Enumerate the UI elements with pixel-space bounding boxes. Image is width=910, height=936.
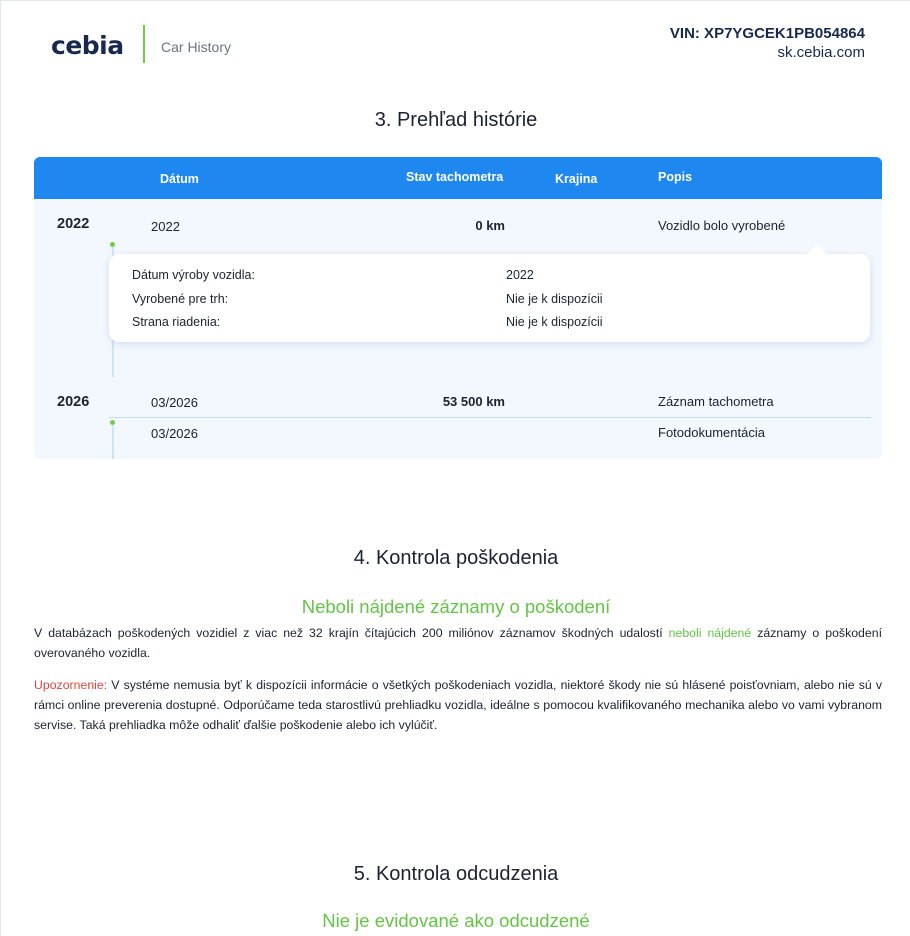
- summary-text: V databázach poškodených vozidiel z viac než 32 krajín čítajúcich 200 miliónov záznamov škodných udalostí: [34, 626, 669, 640]
- cebia-logo[interactable]: cebia: [51, 31, 124, 60]
- row-date: 03/2026: [151, 395, 198, 410]
- row-description: Záznam tachometra: [658, 394, 774, 409]
- history-section-title: 3. Prehľad histórie: [374, 109, 538, 131]
- row-description: Fotodokumentácia: [658, 425, 765, 440]
- theft-section-title: 5. Kontrola odcudzenia: [353, 863, 559, 885]
- summary-highlight: neboli nájdené: [668, 626, 752, 640]
- damage-summary-paragraph: [34, 623, 882, 663]
- row-date: 03/2026: [151, 426, 198, 441]
- detail-label: Strana riadenia:: [132, 315, 221, 329]
- column-country: Krajina: [555, 172, 598, 186]
- theft-result-headline: Nie je evidované ako odcudzené: [322, 910, 590, 931]
- column-description: Popis: [658, 170, 693, 184]
- damage-result-headline: Neboli nájdené záznamy o poškodení: [301, 596, 611, 617]
- row-odometer: 0 km: [475, 218, 505, 233]
- detail-label: Vyrobené pre trh:: [132, 292, 229, 306]
- row-odometer: 53 500 km: [442, 394, 505, 409]
- damage-section-title: 4. Kontrola poškodenia: [353, 547, 559, 569]
- vin-number: VIN: XP7YGCEK1PB054864: [669, 25, 865, 42]
- row-date: 2022: [151, 219, 180, 234]
- group-year: 2026: [57, 394, 90, 410]
- column-date: Dátum: [160, 172, 199, 186]
- detail-label: Dátum výroby vozidla:: [132, 268, 255, 282]
- summary-text: záznamy o poškodení overovaného vozidla.: [34, 626, 882, 660]
- detail-value: Nie je k dispozícii: [506, 315, 603, 329]
- detail-value: Nie je k dispozícii: [506, 292, 603, 306]
- history-table-header: [34, 157, 882, 199]
- damage-warning-paragraph: [34, 675, 882, 735]
- history-group-2026: [34, 377, 882, 459]
- logo-divider: [143, 25, 145, 63]
- timeline-line: [112, 425, 114, 459]
- logo-subtitle: Car History: [161, 39, 232, 55]
- production-details-card: [109, 254, 870, 342]
- group-year: 2022: [57, 216, 90, 232]
- warning-text: V systéme nemusia byť k dispozícii informácie o všetkých poškodeniach vozidla, niektoré škody nie sú hlásené poisťovniam, alebo nie sú v rámci online preverenia dostupné. Odporúčame teda starostlivú prehliadku vozidla, ideálne s pomocou kvalifikovaného mechanika alebo vo vami vybranom servise. Taká prehliadka môže odhaliť ďalšie poškodenie alebo ich vylúčiť.: [34, 678, 882, 732]
- warning-label: Upozornenie:: [34, 678, 108, 692]
- row-divider: [109, 417, 871, 418]
- detail-value: 2022: [506, 268, 534, 282]
- row-description: Vozidlo bolo vyrobené: [658, 218, 786, 233]
- site-link[interactable]: sk.cebia.com: [777, 44, 865, 61]
- column-odometer: Stav tachometra: [406, 170, 504, 184]
